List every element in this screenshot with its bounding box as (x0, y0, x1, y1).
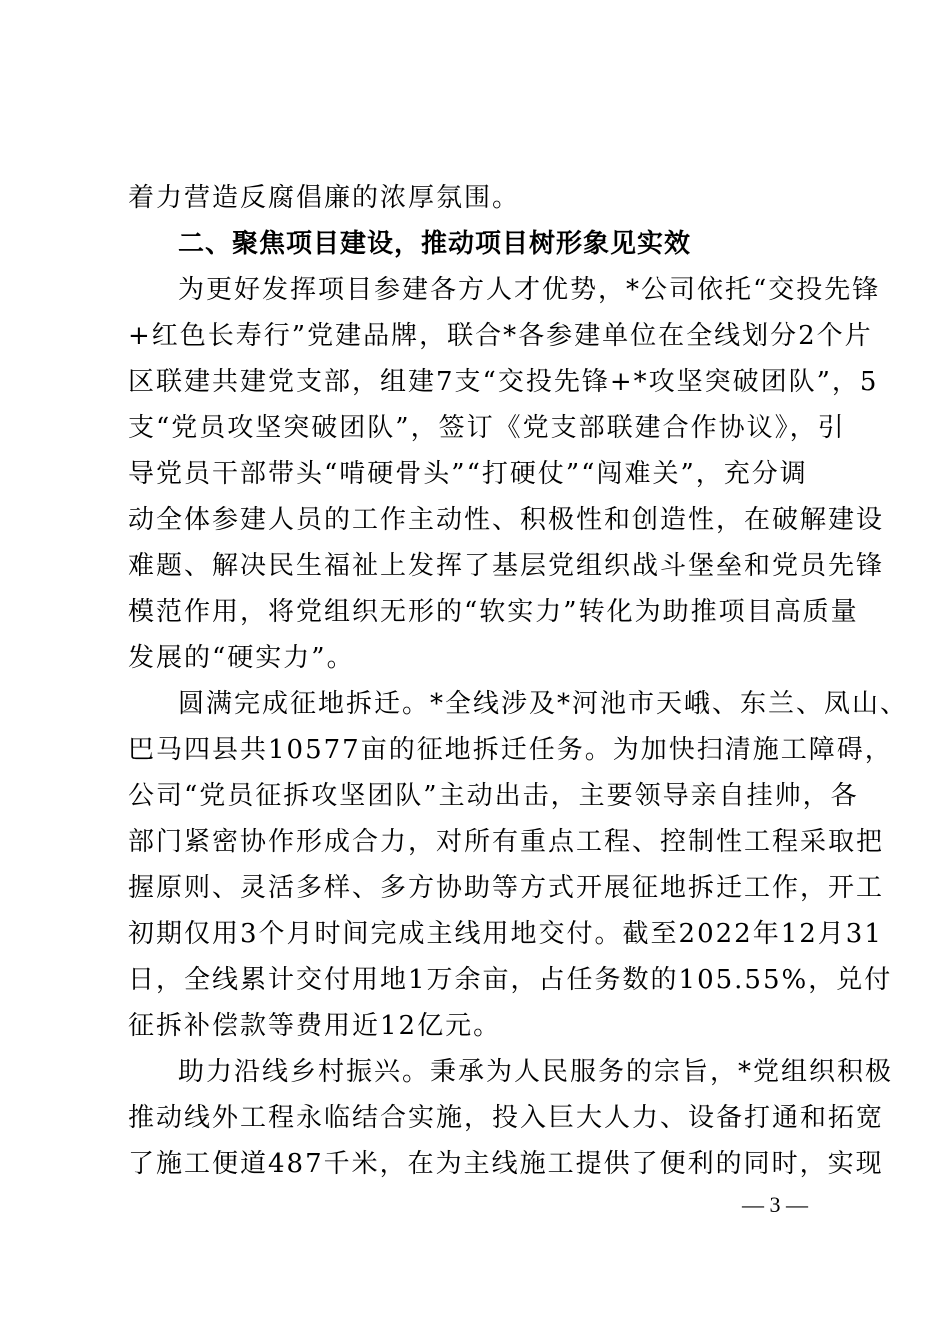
text-line: 握原则、灵活多样、多方协助等方式开展征地拆迁工作，开工 (128, 873, 885, 903)
page-number: — 3 — (742, 1192, 808, 1217)
text-line: 部门紧密协作形成合力，对所有重点工程、控制性工程采取把 (128, 827, 885, 857)
text-line: 发展的“硬实力”。 (128, 643, 355, 673)
text-line: 圆满完成征地拆迁。*全线涉及*河池市天峨、东兰、凤山、 (178, 689, 909, 719)
text-line: 为更好发挥项目参建各方人才优势，*公司依托“交投先锋 (178, 275, 881, 305)
text-line: 推动线外工程永临结合实施，投入巨大人力、设备打通和拓宽 (128, 1103, 885, 1133)
text-line: +红色长寿行”党建品牌，联合*各参建单位在全线划分2个片 (128, 321, 873, 351)
text-line: 导党员干部带头“啃硬骨头”“打硬仗”“闯难关”，充分调 (128, 459, 808, 489)
text-line: 动全体参建人员的工作主动性、积极性和创造性，在破解建设 (128, 505, 885, 535)
text-line: 助力沿线乡村振兴。秉承为人民服务的宗旨，*党组织积极 (178, 1057, 894, 1087)
text-line: 日，全线累计交付用地1万余亩，占任务数的105.55%，兑付 (128, 965, 893, 995)
text-line: 模范作用，将党组织无形的“软实力”转化为助推项目高质量 (128, 597, 859, 627)
text-line: 区联建共建党支部，组建7支“交投先锋+*攻坚突破团队”，5 (128, 367, 879, 397)
text-line: 征拆补偿款等费用近12亿元。 (128, 1011, 502, 1041)
text-line: 初期仅用3个月时间完成主线用地交付。截至2022年12月31 (128, 919, 883, 949)
text-line: 巴马四县共10577亩的征地拆迁任务。为加快扫清施工障碍， (128, 735, 893, 765)
text-line: 难题、解决民生福祉上发挥了基层党组织战斗堡垒和党员先锋 (128, 551, 885, 581)
text-line: 公司“党员征拆攻坚团队”主动出击，主要领导亲自挂帅，各 (128, 781, 859, 811)
text-line: 了施工便道487千米，在为主线施工提供了便利的同时，实现 (128, 1149, 884, 1179)
section-heading: 二、聚焦项目建设，推动项目树形象见实效 (178, 229, 692, 259)
text-line: 支“党员攻坚突破团队”，签订《党支部联建合作协议》，引 (128, 413, 846, 443)
text-line: 着力营造反腐倡廉的浓厚氛围。 (128, 183, 521, 213)
